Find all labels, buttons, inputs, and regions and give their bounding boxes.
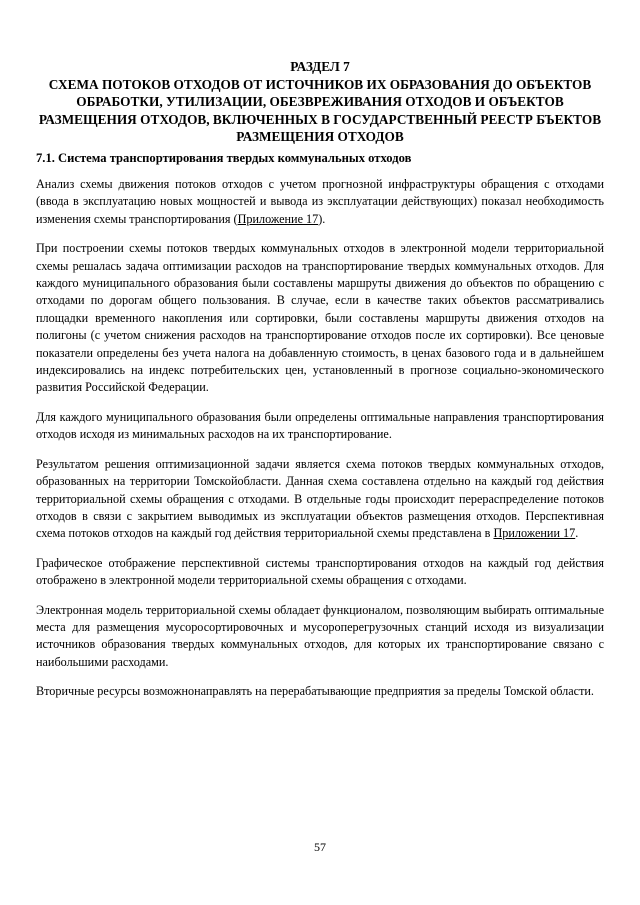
paragraph-4-text: Результатом решения оптимизационной задачи является схема потоков твердых коммунальных отходов, образованных на территории Томскойобласти. Данная схема составлена отдельно на каждый год действия территориальной схемы обращения с отходами. В отдельные годы происходит перераспределение потоков отходов в связи с закрытием выводимых из эксплуатации объектов размещения отходов. Перспективная схема потоков отходов на каждый год действия территориальной схемы представлена в <box>36 456 604 541</box>
appendix-17-link[interactable]: Приложение 17 <box>237 211 319 226</box>
paragraph-1 <box>36 176 604 228</box>
section-title-line-3: РАЗМЕЩЕНИЯ ОТХОДОВ, ВКЛЮЧЕННЫХ В ГОСУДАРСТВЕННЫЙ РЕЕСТР БЪЕКТОВ <box>38 111 602 127</box>
section-title-line-2: ОБРАБОТКИ, УТИЛИЗАЦИИ, ОБЕЗВРЕЖИВАНИЯ ОТХОДОВ И ОБЪЕКТОВ <box>76 94 564 110</box>
section-heading <box>36 58 604 146</box>
paragraph-6: Электронная модель территориальной схемы обладает функционалом, позволяющим выбирать оптимальные места для размещения мусоросортировочных и мусороперегрузочных станций исходя из визуализации источников образования твердых коммунальных отходов, для которых их транспортирование связано с наибольшими расходами. <box>36 602 604 669</box>
paragraph-4-end: . <box>575 526 579 541</box>
section-title-line-1: СХЕМА ПОТОКОВ ОТХОДОВ ОТ ИСТОЧНИКОВ ИХ ОБРАЗОВАНИЯ ДО ОБЪЕКТОВ <box>48 76 592 92</box>
paragraph-7: Вторичные ресурсы возможнонаправлять на перерабатывающие предприятия за пределы Томской области. <box>36 684 594 699</box>
document-body <box>36 176 604 713</box>
paragraph-1-end: ). <box>318 211 326 226</box>
paragraph-3: Для каждого муниципального образования были определены оптимальные направления транспортирования отходов исходя из минимальных расходов на их транспортирование. <box>36 409 604 442</box>
section-number: РАЗДЕЛ 7 <box>290 59 350 74</box>
paragraph-5: Графическое отображение перспективной системы транспортирования отходов на каждый год действия отображено в электронной модели территориальной схемы обращения с отходами. <box>36 555 604 588</box>
paragraph-2: При построении схемы потоков твердых коммунальных отходов в электронной модели территориальной схемы решалась задача оптимизации расходов на транспортирование твердых коммунальных отходов. Для каждого муниципального образования были составлены маршруты движения до объектов по обращению с отходами по дорогам общего пользования. В случае, если в качестве таких объектов рассматривались площадки временного накопления или сортировки, были составлены маршруты движения отходов на полигоны (с учетом снижения расходов на транспортирование отходов после их сортировки). Все ценовые показатели определены без учета налога на добавленную стоимость, в ценах базового года и в дальнейшем индексировались на индекс потребительских цен, установленный в прогнозе социально-экономического развития Российской Федерации. <box>36 241 604 395</box>
page-number: 57 <box>314 840 326 854</box>
subsection-title: 7.1. Система транспортирования твердых коммунальных отходов <box>36 151 412 165</box>
section-title-line-4: РАЗМЕЩЕНИЯ ОТХОДОВ <box>236 129 404 145</box>
paragraph-4 <box>36 456 604 543</box>
paragraph-1-text: Анализ схемы движения потоков отходов с учетом прогнозной инфраструктуры обращения с отходами (ввода в эксплуатацию новых мощностей и вывода из эксплуатации действующих) показал необходимость изменения схемы транспортирования ( <box>36 177 604 226</box>
appendix-17-link-2[interactable]: Приложении 17 <box>493 526 576 541</box>
